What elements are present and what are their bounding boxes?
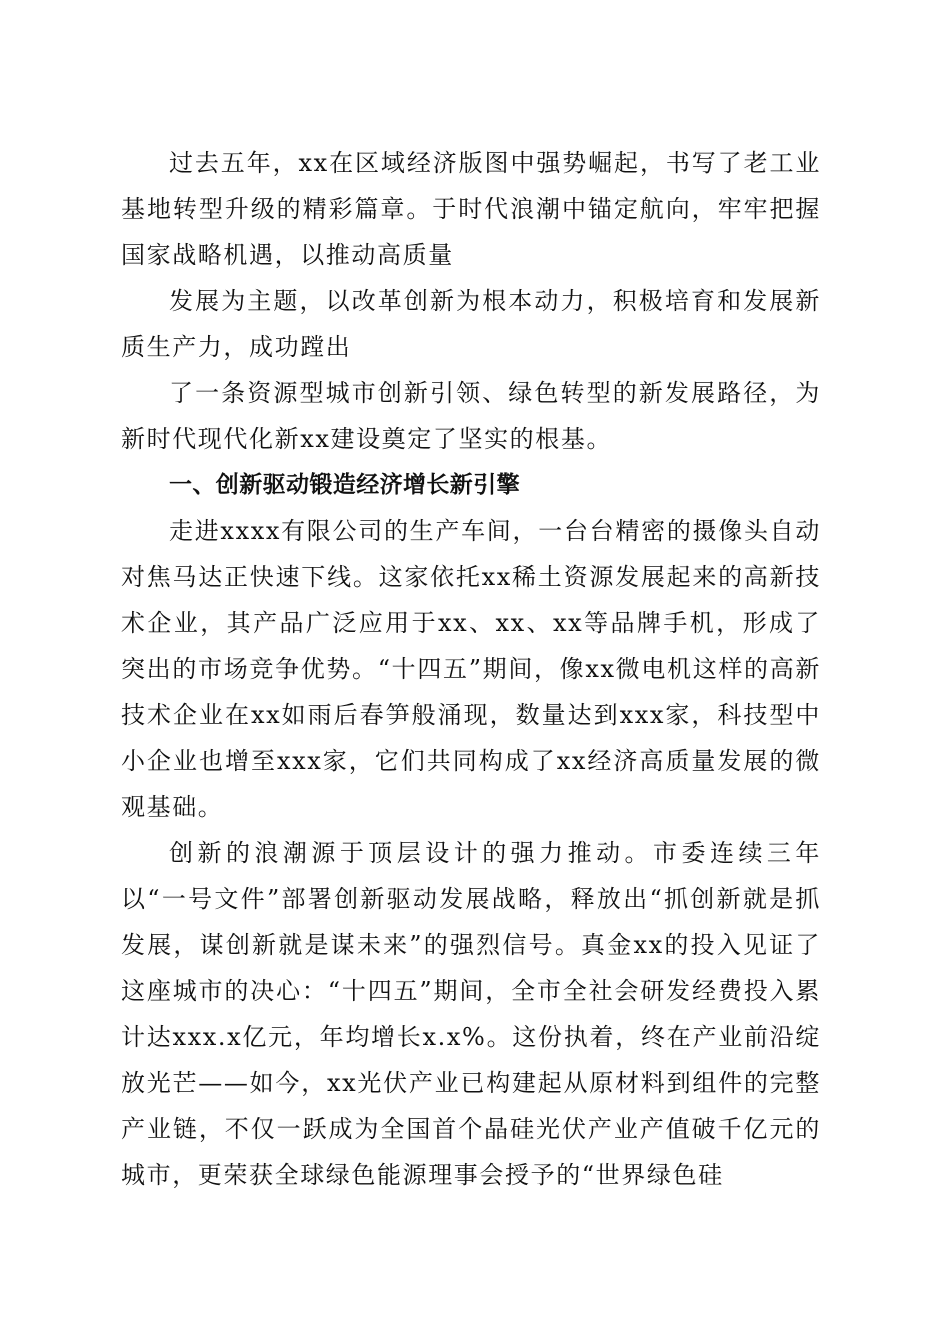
body-paragraph: 走进xxxx有限公司的生产车间，一台台精密的摄像头自动对焦马达正快速下线。这家依托xx稀土资源发展起来的高新技术企业，其产品广泛应用于xx、xx、xx等品牌手机，形成了突出的市场竞争优势。“十四五”期间，像xx微电机这样的高新技术企业在xx如雨后春笋般涌现，数量达到xxx家，科技型中小企业也增至xxx家，它们共同构成了xx经济高质量发展的微观基础。: [121, 517, 821, 821]
document-body: [121, 140, 821, 1198]
body-paragraph: 创新的浪潮源于顶层设计的强力推动。市委连续三年以“一号文件”部署创新驱动发展战略，释放出“抓创新就是抓发展，谋创新就是谋未来”的强烈信号。真金xx的投入见证了这座城市的决心：“十四五”期间，全市全社会研发经费投入累计达xxx.x亿元，年均增长x.x%。这份执着，终在产业前沿绽放光芒——如今，xx光伏产业已构建起从原材料到组件的完整产业链，不仅一跃成为全国首个晶硅光伏产业产值破千亿元的城市，更荣获全球绿色能源理事会授予的“世界绿色硅: [121, 839, 821, 1189]
intro-paragraph: 了一条资源型城市创新引领、绿色转型的新发展路径，为新时代现代化新xx建设奠定了坚实的根基。: [121, 379, 821, 453]
section-heading: 一、创新驱动锻造经济增长新引擎: [169, 472, 520, 498]
intro-paragraph: 发展为主题，以改革创新为根本动力，积极培育和发展新质生产力，成功蹚出: [121, 287, 821, 361]
intro-paragraph: 过去五年，xx在区域经济版图中强势崛起，书写了老工业基地转型升级的精彩篇章。于时代浪潮中锚定航向，牢牢把握国家战略机遇，以推动高质量: [121, 149, 821, 269]
